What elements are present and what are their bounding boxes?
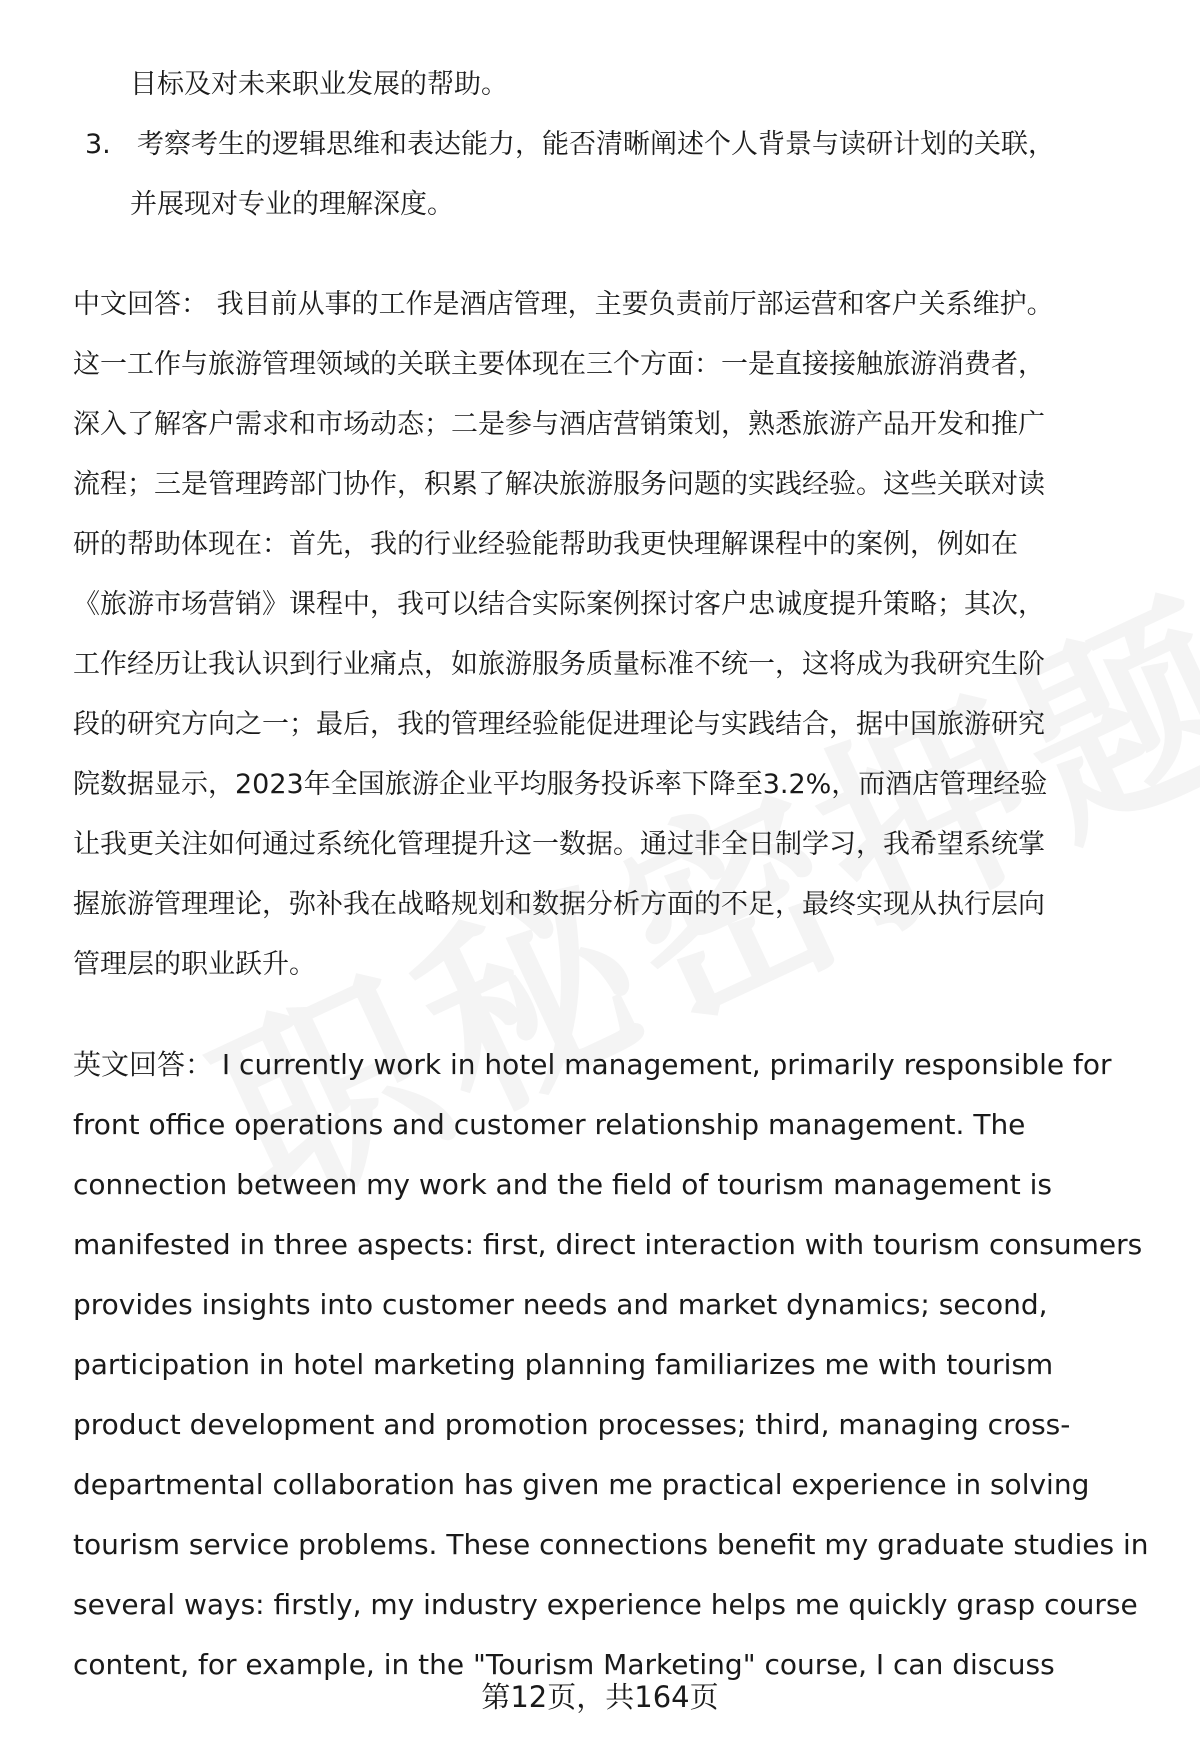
chinese-answer-line: 这一工作与旅游管理领域的关联主要体现在三个方面：一是直接接触旅游消费者， bbox=[73, 349, 1045, 380]
english-answer-paragraph bbox=[73, 1035, 1153, 1695]
page-content bbox=[73, 55, 1153, 1695]
chinese-answer-line: 段的研究方向之一；最后，我的管理经验能促进理论与实践结合，据中国旅游研究 bbox=[73, 709, 1045, 740]
english-answer-line: several ways: firstly, my industry experience helps me quickly grasp course bbox=[73, 1588, 1138, 1621]
chinese-answer-paragraph bbox=[73, 275, 1153, 995]
paragraph-gap bbox=[73, 235, 1153, 275]
list-item-3 bbox=[73, 115, 1153, 175]
list-item-text: 考察考生的逻辑思维和表达能力，能否清晰阐述个人背景与读研计划的关联， bbox=[137, 129, 1055, 160]
list-item-3-continuation: 并展现对专业的理解深度。 bbox=[130, 189, 454, 220]
english-answer-line: connection between my work and the field of tourism management is bbox=[73, 1168, 1052, 1201]
english-answer-line: tourism service problems. These connections benefit my graduate studies in bbox=[73, 1528, 1149, 1561]
chinese-answer-line: 让我更关注如何通过系统化管理提升这一数据。通过非全日制学习，我希望系统掌 bbox=[73, 829, 1045, 860]
paragraph-gap bbox=[73, 995, 1153, 1035]
english-answer-line: departmental collaboration has given me practical experience in solving bbox=[73, 1468, 1090, 1501]
list-number: 3. bbox=[85, 129, 111, 160]
english-answer-line: participation in hotel marketing planning familiarizes me with tourism bbox=[73, 1348, 1054, 1381]
english-answer-line: content, for example, in the "Tourism Marketing" course, I can discuss bbox=[73, 1648, 1055, 1681]
chinese-answer-line: 管理层的职业跃升。 bbox=[73, 949, 316, 980]
english-answer-line: provides insights into customer needs and market dynamics; second, bbox=[73, 1288, 1048, 1321]
page-number-footer: 第12页，共164页 bbox=[481, 1680, 719, 1714]
english-answer-line: product development and promotion processes; third, managing cross- bbox=[73, 1408, 1071, 1441]
english-answer-line: 英文回答： I currently work in hotel management, primarily responsible for bbox=[73, 1048, 1112, 1081]
chinese-answer-line: 《旅游市场营销》课程中，我可以结合实际案例探讨客户忠诚度提升策略；其次， bbox=[73, 589, 1045, 620]
english-answer-line: manifested in three aspects: first, direct interaction with tourism consumers bbox=[73, 1228, 1143, 1261]
chinese-answer-line: 中文回答： 我目前从事的工作是酒店管理，主要负责前厅部运营和客户关系维护。 bbox=[73, 289, 1054, 320]
chinese-answer-line: 流程；三是管理跨部门协作，积累了解决旅游服务问题的实践经验。这些关联对读 bbox=[73, 469, 1045, 500]
list-item-2-continuation: 目标及对未来职业发展的帮助。 bbox=[130, 69, 508, 100]
chinese-answer-line: 研的帮助体现在：首先，我的行业经验能帮助我更快理解课程中的案例，例如在 bbox=[73, 529, 1018, 560]
english-answer-line: front office operations and customer relationship management. The bbox=[73, 1108, 1026, 1141]
chinese-answer-line: 深入了解客户需求和市场动态；二是参与酒店营销策划，熟悉旅游产品开发和推广 bbox=[73, 409, 1045, 440]
chinese-answer-line: 工作经历让我认识到行业痛点，如旅游服务质量标准不统一，这将成为我研究生阶 bbox=[73, 649, 1045, 680]
chinese-answer-line: 院数据显示，2023年全国旅游企业平均服务投诉率下降至3.2%，而酒店管理经验 bbox=[73, 769, 1048, 800]
chinese-answer-line: 握旅游管理理论，弥补我在战略规划和数据分析方面的不足，最终实现从执行层向 bbox=[73, 889, 1045, 920]
